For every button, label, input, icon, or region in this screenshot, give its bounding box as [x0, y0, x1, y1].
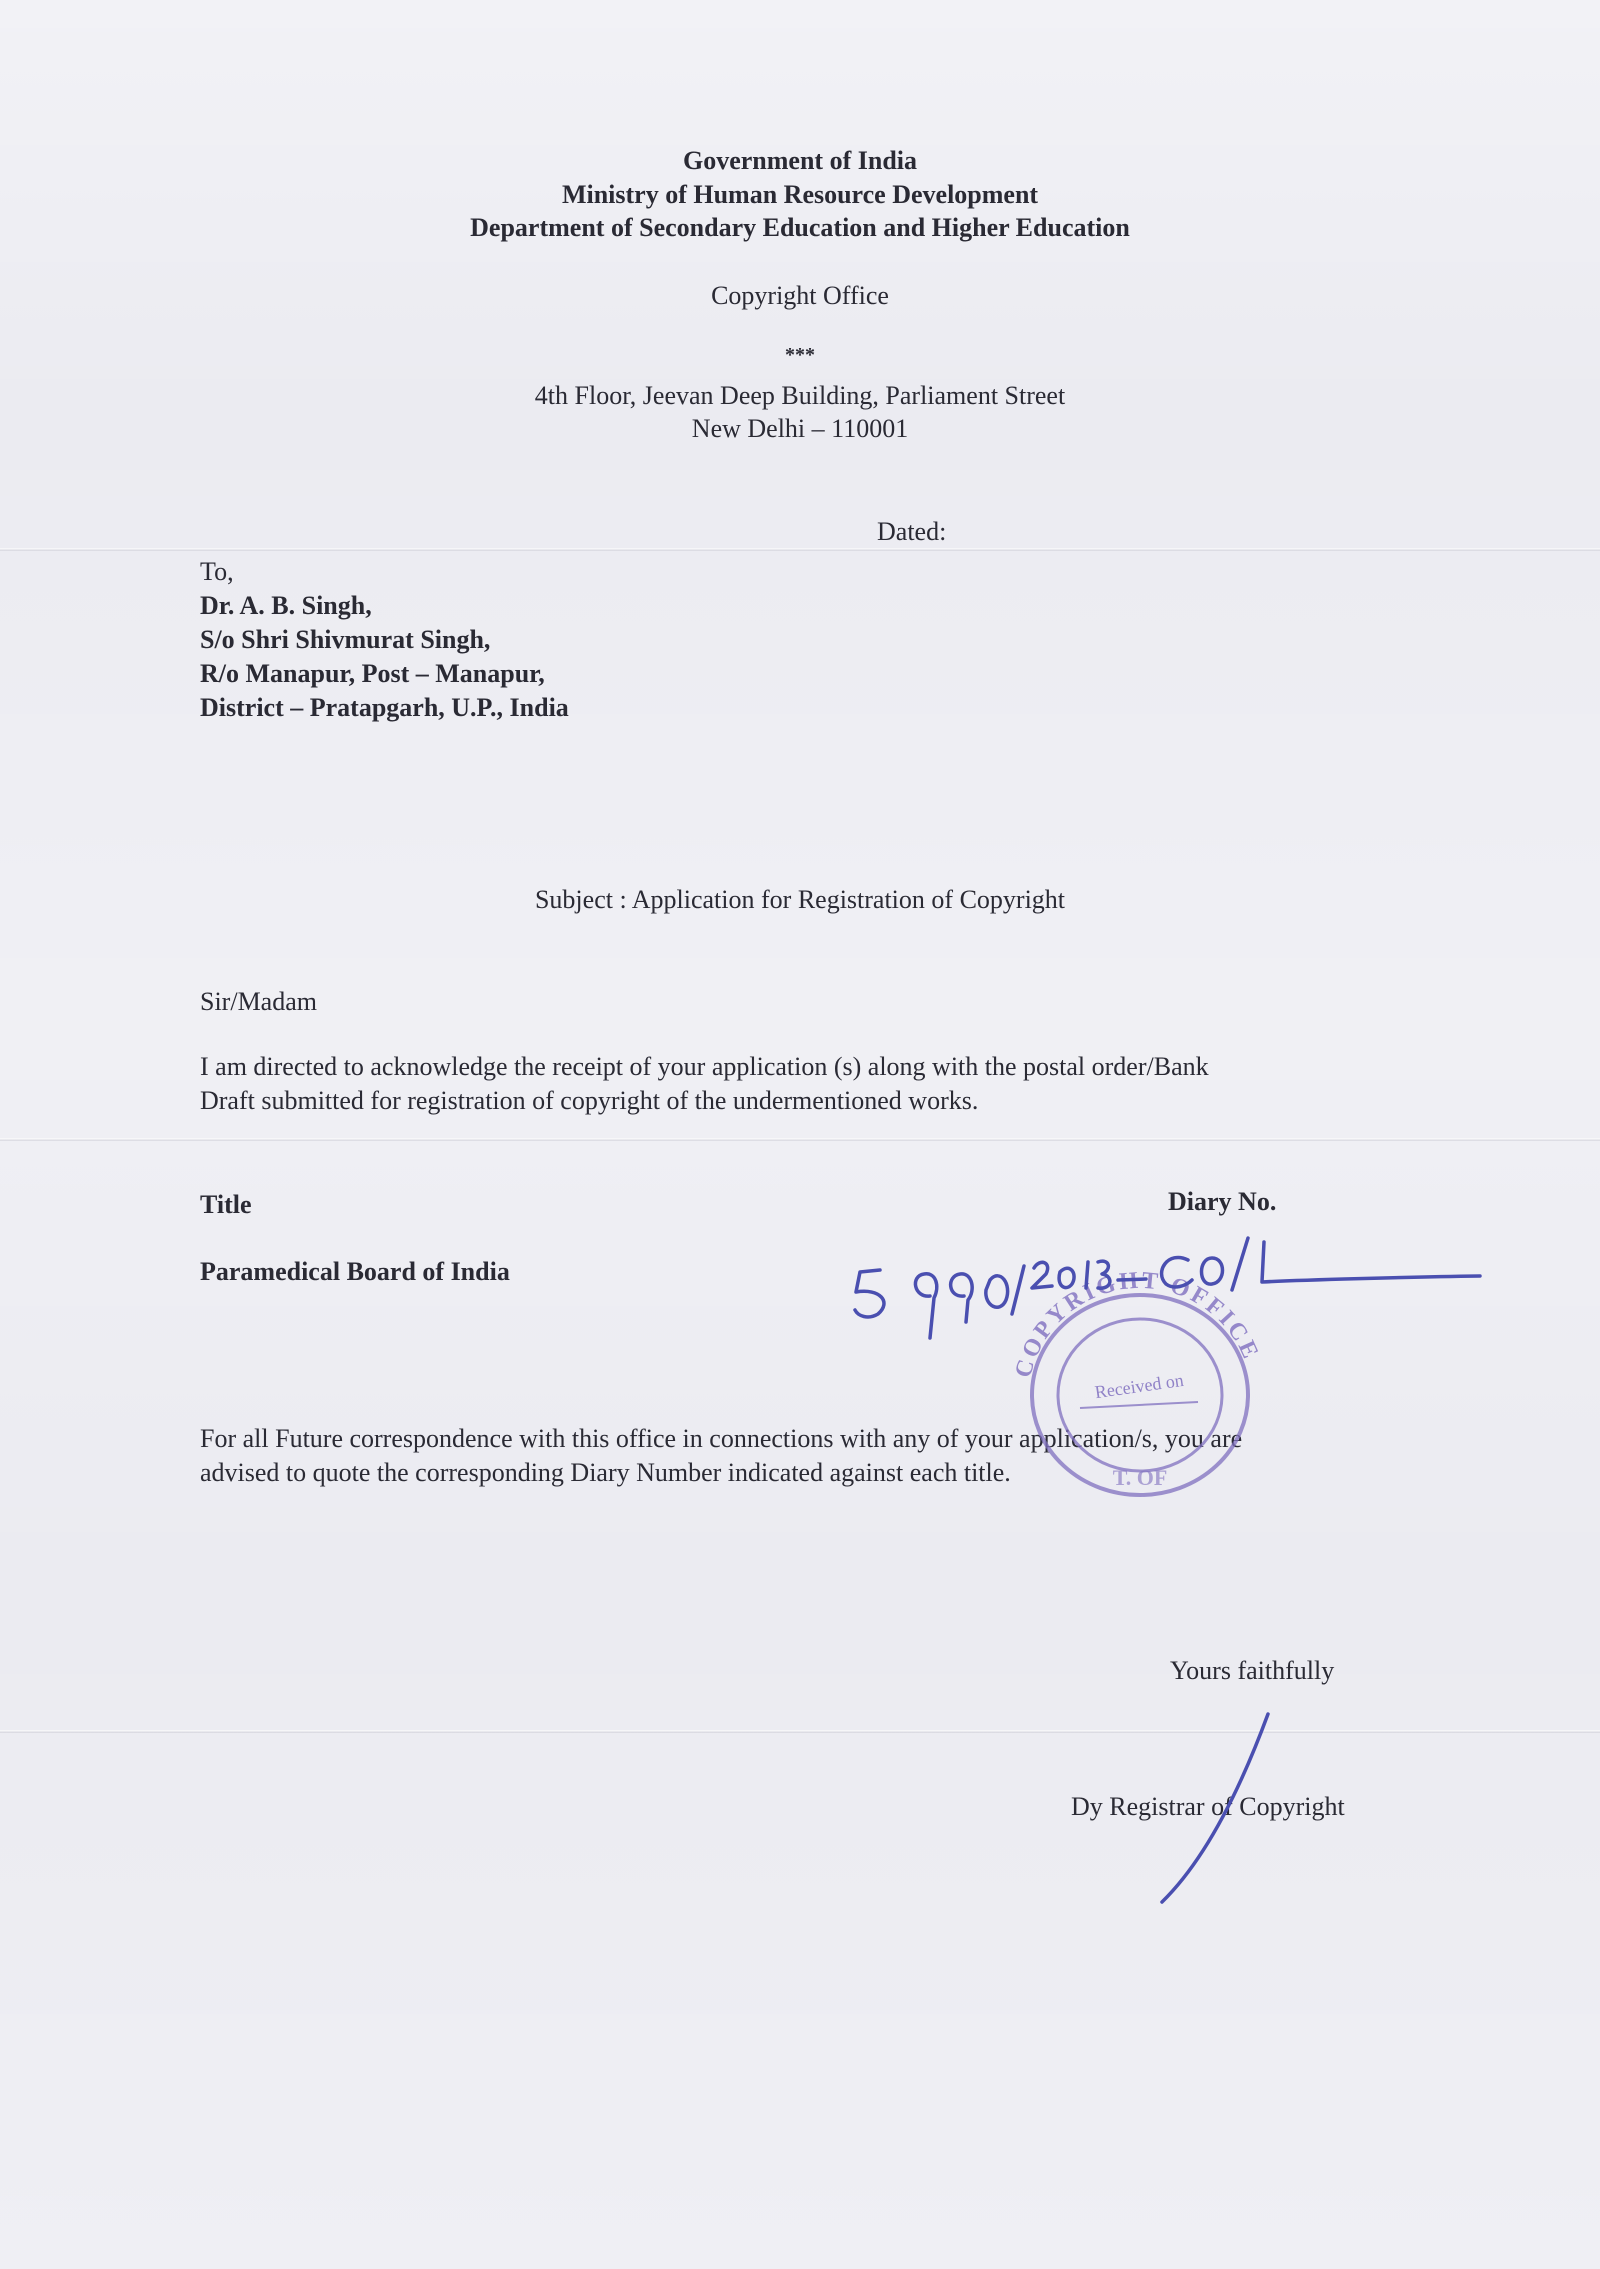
subject-line: Subject : Application for Registration of Copyright: [534, 885, 1066, 914]
work-title: Paramedical Board of India: [200, 1257, 510, 1286]
dated-label: Dated:: [877, 517, 947, 546]
stamp-ring-text: COPYRIGHT OFFICE: [1010, 1267, 1265, 1381]
closing: Yours faithfully: [1170, 1656, 1335, 1685]
letterhead-department: Department of Secondary Education and Higher Education: [470, 213, 1130, 242]
letterhead-address-line2: New Delhi – 110001: [691, 414, 909, 443]
diary-column-header: Diary No.: [1168, 1187, 1277, 1216]
letterhead-stars: ***: [785, 344, 815, 366]
footer-line: advised to quote the corresponding Diary Number indicated against each title.: [200, 1458, 1011, 1487]
letterhead-government: Government of India: [683, 146, 917, 175]
footer-line: For all Future correspondence with this office in connections with any of your application/s, you are: [200, 1424, 1243, 1453]
recipient-line: Dr. A. B. Singh,: [200, 591, 372, 620]
recipient-to: To,: [200, 557, 234, 586]
stamp-bottom-text: T. OF: [1112, 1465, 1168, 1490]
letterhead-office: Copyright Office: [711, 281, 889, 310]
recipient-line: S/o Shri Shivmurat Singh,: [200, 625, 491, 654]
letterhead-ministry: Ministry of Human Resource Development: [561, 180, 1039, 209]
signatory-title: Dy Registrar of Copyright: [1071, 1792, 1345, 1821]
letterhead-address-line1: 4th Floor, Jeevan Deep Building, Parliament Street: [534, 381, 1066, 410]
recipient-line: District – Pratapgarh, U.P., India: [200, 693, 569, 722]
body-line: Draft submitted for registration of copyright of the undermentioned works.: [200, 1086, 979, 1115]
stamp-center-text: Received on: [1093, 1369, 1185, 1403]
recipient-line: R/o Manapur, Post – Manapur,: [200, 659, 545, 688]
title-column-header: Title: [200, 1190, 252, 1219]
salutation: Sir/Madam: [200, 987, 317, 1016]
body-line: I am directed to acknowledge the receipt of your application (s) along with the postal order/Bank: [200, 1052, 1209, 1081]
